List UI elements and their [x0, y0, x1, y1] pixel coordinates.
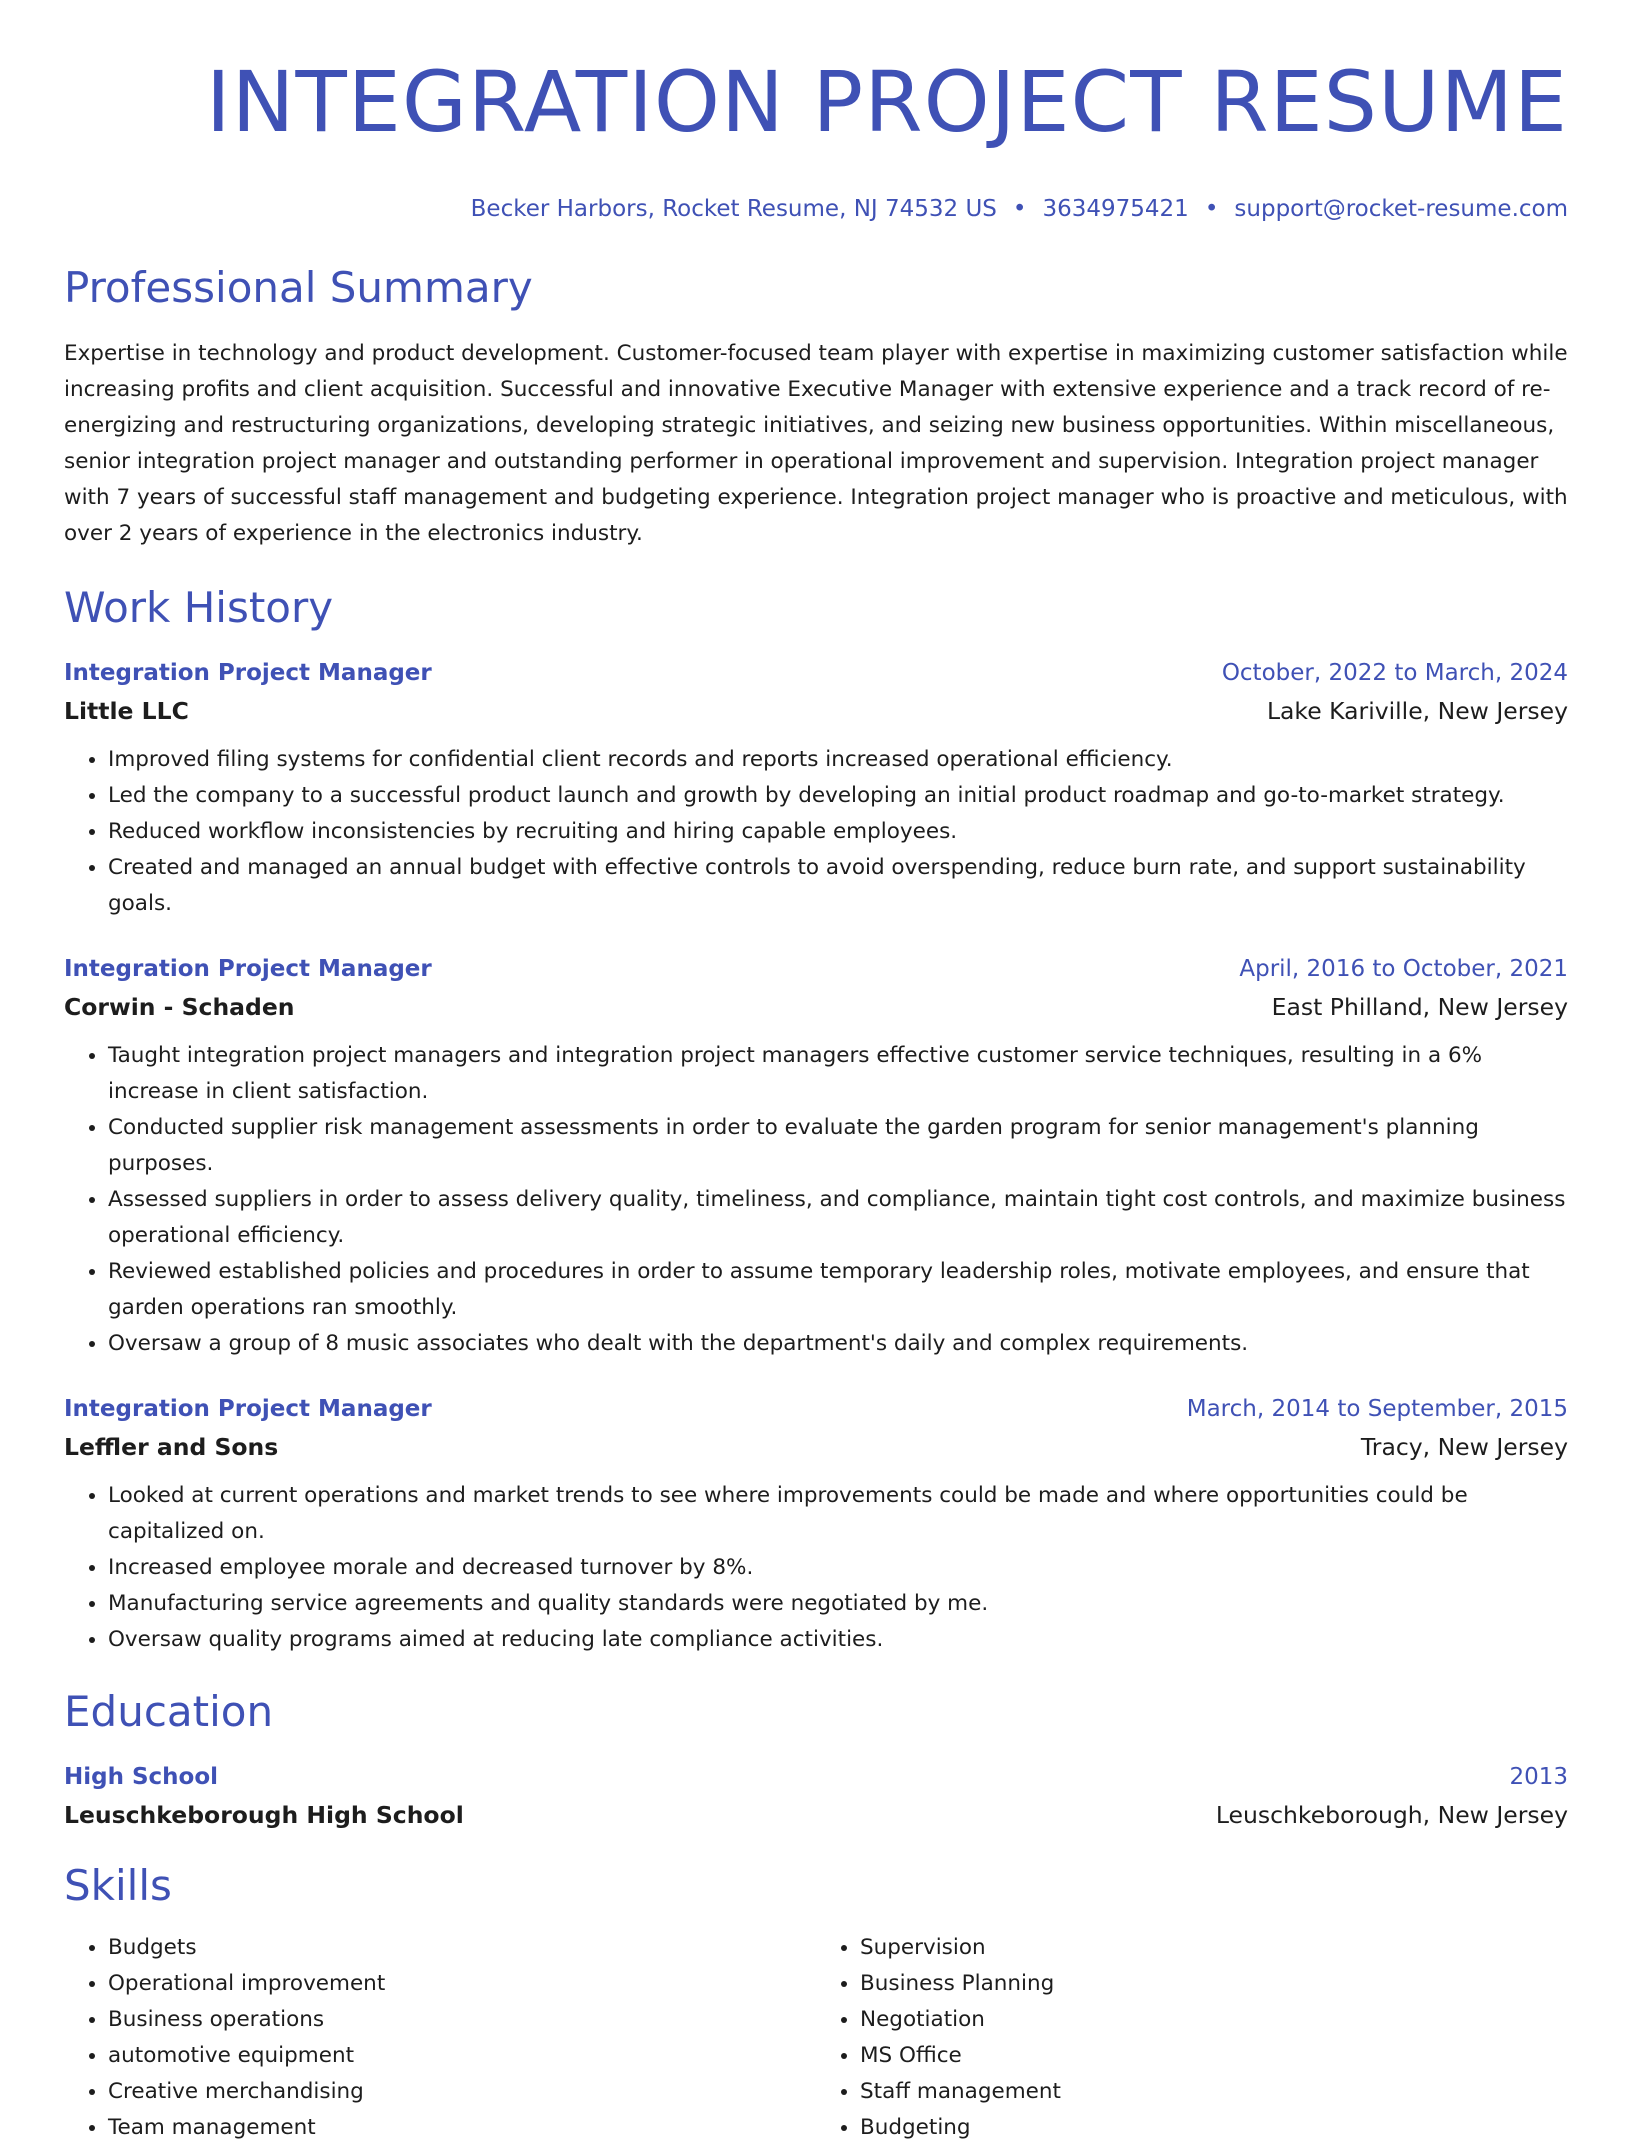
job-entry: [64, 1390, 1568, 1658]
job-employer: Little LLC: [64, 697, 189, 725]
summary-text: Expertise in technology and product development. Customer-focused team player with expertise in maximizing customer satisfaction while increasing profits and client acquisition. Successful and innovative Executive Manager with extensive experience and a track record of re-energizing and restructuring organizations, developing strategic initiatives, and seizing new business opportunities. Within miscellaneous, senior integration project manager and outstanding performer in operational improvement and supervision. Integration project manager with 7 years of successful staff management and budgeting experience. Integration project manager who is proactive and meticulous, with over 2 years of experience in the electronics industry.: [64, 341, 1568, 546]
job-dates: April, 2016 to October, 2021: [1239, 956, 1568, 982]
job-bullet: • Conducted supplier risk management assessments in order to evaluate the garden program for senior management's planning purposes.: [108, 1110, 1568, 1182]
skill-item: • Supervision: [860, 1930, 1568, 1966]
job-bullet: • Improved filing systems for confidential client records and reports increased operational efficiency.: [108, 742, 1568, 778]
job-bullets: [64, 1038, 1568, 1362]
skill-item: • Staff management: [860, 2074, 1568, 2110]
contact-separator: •: [1204, 196, 1219, 222]
skill-item: • MS Office: [860, 2038, 1568, 2074]
job-bullet: • Manufacturing service agreements and quality standards were negotiated by me.: [108, 1586, 1568, 1622]
summary-heading: Professional Summary: [64, 263, 533, 312]
job-bullets: [64, 1478, 1568, 1658]
skill-item: • Budgets: [108, 1930, 816, 1966]
job-bullet: • Oversaw a group of 8 music associates who dealt with the department's daily and complex requirements.: [108, 1326, 1568, 1362]
contact-email: support@rocket-resume.com: [1234, 196, 1568, 222]
skill-item: • Operational improvement: [108, 1966, 816, 2002]
skills-column-left: [64, 1930, 816, 2146]
job-bullet: • Looked at current operations and market trends to see where improvements could be made and where opportunities could be capitalized on.: [108, 1478, 1568, 1550]
skill-item: • automotive equipment: [108, 2038, 816, 2074]
job-employer: Corwin - Schaden: [64, 993, 295, 1021]
skill-item: • Budgeting: [860, 2110, 1568, 2146]
job-location: East Philland, New Jersey: [1271, 993, 1568, 1021]
job-title: Integration Project Manager: [64, 1396, 432, 1422]
skill-item: • Negotiation: [860, 2002, 1568, 2038]
contact-separator: •: [1012, 196, 1027, 222]
work-history-heading: Work History: [64, 583, 334, 632]
job-bullet: • Taught integration project managers and integration project managers effective customer service techniques, resulting in a 6% increase in client satisfaction.: [108, 1038, 1568, 1110]
job-location: Lake Kariville, New Jersey: [1266, 697, 1568, 725]
education-entry: [64, 1758, 1568, 1834]
skill-item: • Creative merchandising: [108, 2074, 816, 2110]
job-employer: Leffler and Sons: [64, 1433, 279, 1461]
skill-item: • Business operations: [108, 2002, 816, 2038]
job-location: Tracy, New Jersey: [1360, 1433, 1568, 1461]
job-bullet: • Led the company to a successful product launch and growth by developing an initial product roadmap and go-to-market strategy.: [108, 778, 1568, 814]
job-bullet: • Created and managed an annual budget with effective controls to avoid overspending, reduce burn rate, and support sustainability goals.: [108, 850, 1568, 922]
job-entry: [64, 654, 1568, 922]
skills-list: [64, 1930, 1568, 2146]
skills-column-right: [816, 1930, 1568, 2146]
job-dates: October, 2022 to March, 2024: [1221, 660, 1568, 686]
education-degree: High School: [64, 1764, 219, 1790]
skill-item: • Business Planning: [860, 1966, 1568, 2002]
education-heading: Education: [64, 1687, 274, 1736]
education-school: Leuschkeborough High School: [64, 1801, 464, 1829]
job-entry: [64, 950, 1568, 1362]
skill-item: • Team management: [108, 2110, 816, 2146]
job-bullet: • Reduced workflow inconsistencies by recruiting and hiring capable employees.: [108, 814, 1568, 850]
education-location: Leuschkeborough, New Jersey: [1215, 1801, 1568, 1829]
skills-heading: Skills: [64, 1861, 172, 1910]
job-bullet: • Assessed suppliers in order to assess delivery quality, timeliness, and compliance, maintain tight cost controls, and maximize business operational efficiency.: [108, 1182, 1568, 1254]
contact-phone: 3634975421: [1042, 196, 1189, 222]
education-year: 2013: [1509, 1764, 1568, 1790]
job-dates: March, 2014 to September, 2015: [1186, 1396, 1568, 1422]
contact-line: [64, 194, 1568, 224]
job-bullet: • Reviewed established policies and procedures in order to assume temporary leadership roles, motivate employees, and ensure that garden operations ran smoothly.: [108, 1254, 1568, 1326]
job-title: Integration Project Manager: [64, 660, 432, 686]
contact-address: Becker Harbors, Rocket Resume, NJ 74532 US: [470, 196, 997, 222]
job-bullet: • Increased employee morale and decreased turnover by 8%.: [108, 1550, 1568, 1586]
job-bullets: [64, 742, 1568, 922]
resume-header: [64, 0, 1568, 224]
resume-name: INTEGRATION PROJECT RESUME: [205, 53, 1568, 151]
job-title: Integration Project Manager: [64, 956, 432, 982]
job-bullet: • Oversaw quality programs aimed at reducing late compliance activities.: [108, 1622, 1568, 1658]
